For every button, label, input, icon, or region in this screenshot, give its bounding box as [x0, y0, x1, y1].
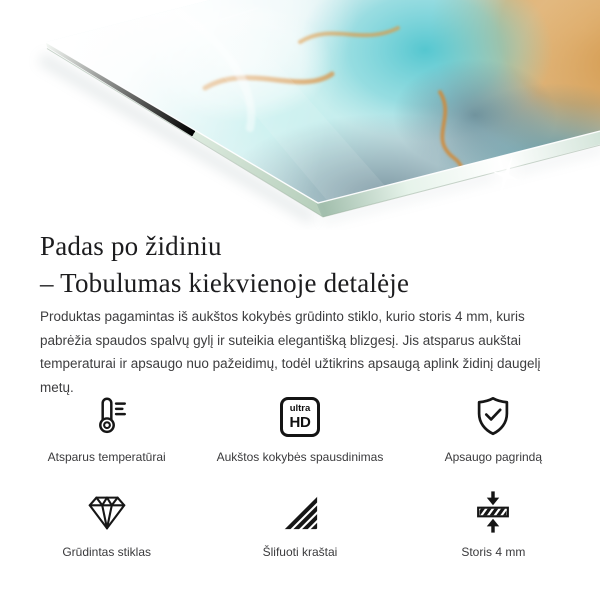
page-title — [40, 228, 409, 302]
page-title-line2: – Tobulumas kiekvienoje detalėje — [40, 268, 410, 298]
feature-thickness — [397, 488, 590, 559]
feature-polished-edges — [203, 488, 396, 559]
feature-tempered-glass — [10, 488, 203, 559]
feature-protects-base — [397, 393, 590, 464]
product-photo — [0, 0, 600, 230]
ultra-hd-icon — [280, 393, 320, 441]
feature-label: Aukštos kokybės spausdinimas — [216, 450, 384, 464]
uhd-badge-bottom: HD — [289, 413, 311, 431]
page-title-line1: Padas po židiniu — [40, 231, 222, 261]
feature-label: Apsaugo pagrindą — [444, 450, 543, 464]
feature-label: Grūdintas stiklas — [62, 545, 152, 559]
feature-label: Storis 4 mm — [461, 545, 526, 559]
feature-label: Atsparus temperatūrai — [47, 450, 166, 464]
shield-check-icon — [470, 393, 516, 441]
polished-edges-icon — [277, 488, 323, 536]
uhd-badge-top: ultra — [289, 403, 311, 415]
feature-label: Šlifuoti kraštai — [262, 545, 338, 559]
feature-heat-resistant — [10, 393, 203, 464]
feature-grid — [10, 393, 590, 559]
feature-print-quality — [203, 393, 396, 464]
thermometer-icon — [84, 393, 130, 441]
thickness-icon — [470, 488, 516, 536]
product-description: Produktas pagamintas iš aukštos kokybės grūdinto stiklo, kurio storis 4 mm, kuris pabrėžia spaudos spalvų gylį ir suteikia elegantišką blizgesį. Jis atsparus aukštai temperaturai ir apsaugo nuo pažeidimų, todėl užtikrins apsaugą aplink židinį daugelį metų. — [40, 309, 541, 395]
diamond-icon — [84, 488, 130, 536]
